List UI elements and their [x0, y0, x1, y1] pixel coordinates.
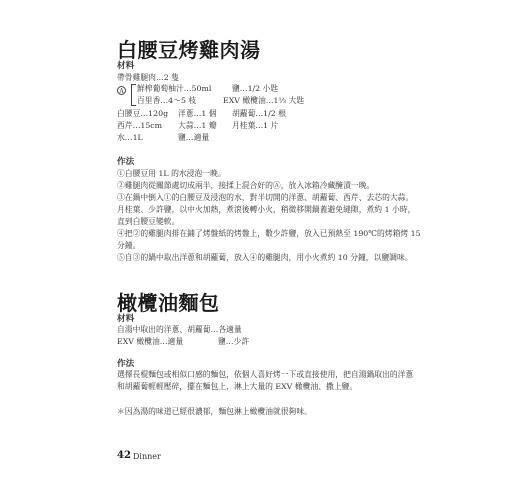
marinade-bracket — [131, 84, 136, 106]
step-line: 分鐘。 — [117, 241, 141, 250]
ingredient-salt: 鹽…適量 — [178, 133, 210, 142]
recipe2-note: ＊因為湯的味道已經很濃郁，麵包淋上橄欖油就很夠味。 — [117, 407, 312, 416]
recipe2-method-heading: 作法 — [117, 359, 135, 369]
ingredient-water: 水…1L — [117, 133, 143, 142]
marinade-oil: EXV 橄欖油…1⅓ 大匙 — [223, 96, 305, 105]
recipe2-step-line: 選擇長棍麵包或相似口感的麵包，依個人喜好烤一下或直接使用，把自湯鍋取出的洋蔥 — [117, 370, 414, 379]
step-line: ④把②的雞腿肉排在鋪了烤盤紙的烤盤上，數少許鹽，放入已預熱至 190℃的烤箱烤 15 — [117, 229, 421, 238]
ingredient-onion: 洋蔥…1 個 — [178, 109, 217, 118]
recipe1-method-heading: 作法 — [117, 157, 135, 167]
step-line: ③在鍋中倒入①的白腰豆及浸泡的水，對半切開的洋蔥、胡蘿蔔、西芹、去芯的大蒜。 — [117, 193, 414, 202]
recipe2-ingredient-salt: 鹽…少許 — [218, 337, 250, 346]
ingredient-garlic: 大蒜…1 瓣 — [178, 121, 217, 130]
marinade-label-icon: A — [117, 86, 126, 95]
step-line: 月桂葉、少許鹽，以中火加熱，煮滾後轉小火，稍微移開鍋蓋避免縫隙，煮約 1 小時， — [117, 205, 416, 214]
recipe2-materials-heading: 材料 — [117, 314, 135, 324]
ingredient-celery: 西芹…15cm — [117, 121, 163, 130]
step-line: ②雞腿肉從關節處切成兩半，接揉上混合好的Ⓐ，放入冰箱冷藏醃漬一晚。 — [117, 181, 375, 190]
ingredient-white-beans: 白腰豆…120g — [117, 109, 169, 118]
step-line: ①白腰豆用 1L 的水浸泡一晚。 — [117, 169, 226, 178]
recipe2-ingredient-veg: 自湯中取出的洋蔥、胡蘿蔔…各適量 — [117, 325, 242, 334]
ingredient-bay-leaf: 月桂葉…1 片 — [232, 121, 279, 130]
ingredient-main: 帶骨雞腿肉…2 隻 — [117, 73, 180, 82]
section-name: Dinner — [133, 452, 161, 461]
step-line: 直到白腰豆變軟。 — [117, 217, 180, 226]
recipe2-title: 橄欖油麵包 — [117, 291, 220, 315]
recipe1-title: 白腰豆烤雞肉湯 — [117, 38, 261, 62]
step-line: ⑤自③的鍋中取出洋蔥和胡蘿蔔，放入④的雞腿肉，用小火煮約 10 分鐘，以鹽調味。 — [117, 253, 413, 262]
page-number: 42 — [117, 450, 131, 461]
recipe2-ingredient-oil: EXV 橄欖油…適量 — [117, 337, 184, 346]
marinade-salt: 鹽…1/2 小匙 — [232, 84, 279, 93]
ingredient-carrot: 胡蘿蔔…1/2 根 — [232, 109, 287, 118]
marinade-line2: 百里香…4～5 枝 — [137, 96, 197, 105]
marinade-line1: 鮮榨葡萄柚汁…50ml — [137, 84, 212, 93]
recipe2-step-line: 和胡蘿蔔輕輕壓碎，擺在麵包上，淋上大量的 EXV 橄欖油、撒上鹽。 — [117, 382, 358, 391]
recipe1-materials-heading: 材料 — [117, 61, 135, 71]
